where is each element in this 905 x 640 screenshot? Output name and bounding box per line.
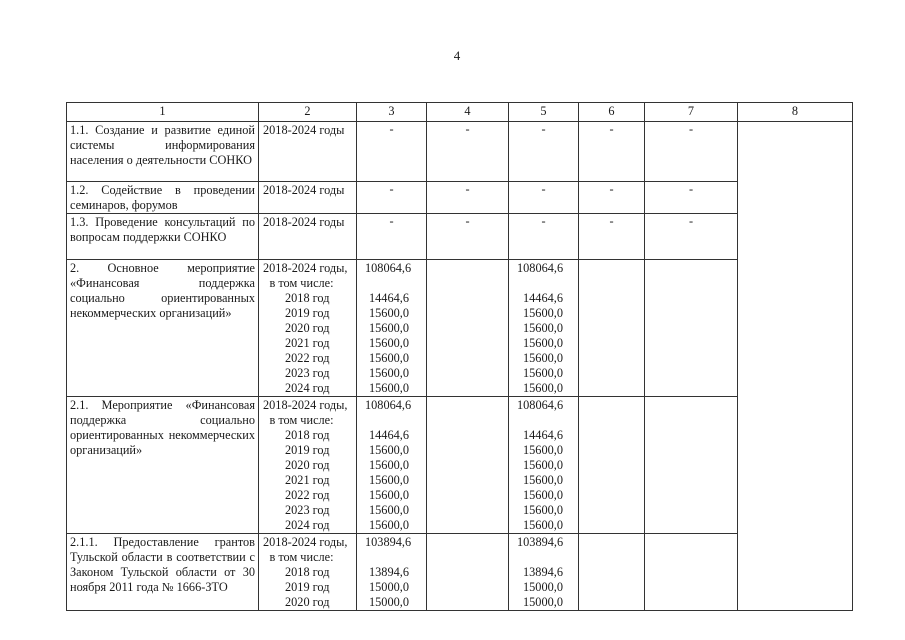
value-cell-7 — [645, 397, 738, 534]
table-row — [67, 182, 853, 214]
period-line: 2024 год — [285, 381, 330, 395]
value-cell-6 — [579, 182, 645, 214]
amount: 103894,6 — [517, 535, 564, 549]
dash: - — [688, 214, 694, 228]
period-line: 2020 год — [285, 321, 330, 335]
period-line: в том числе: — [269, 276, 334, 290]
amount: 108064,6 — [365, 261, 412, 275]
value-cell-5 — [509, 122, 579, 182]
period-line: 2022 год — [285, 488, 330, 502]
value-cell-4 — [427, 122, 509, 182]
dash: - — [465, 214, 470, 228]
value-cell-6 — [579, 260, 645, 397]
period-line: 2023 год — [285, 503, 330, 517]
dash: - — [389, 182, 394, 196]
amount: 15600,0 — [369, 503, 409, 517]
dash: - — [688, 122, 694, 136]
period-line: 2024 год — [285, 518, 330, 532]
amount: 15600,0 — [523, 488, 563, 502]
value-cell-4 — [427, 182, 509, 214]
amount: 108064,6 — [365, 398, 412, 412]
budget-table — [66, 102, 853, 611]
period-line: 2023 год — [285, 366, 330, 380]
value-cell-8 — [738, 122, 853, 611]
column-header-6: 6 — [579, 103, 645, 122]
dash: - — [465, 182, 470, 196]
value-cell-4 — [427, 214, 509, 260]
amount: 14464,6 — [369, 291, 409, 305]
value-cell-7 — [645, 122, 738, 182]
value-cell-3 — [357, 214, 427, 260]
amount: 15600,0 — [369, 488, 409, 502]
amount: 15600,0 — [369, 443, 409, 457]
amount: 15600,0 — [523, 336, 563, 350]
amount: 14464,6 — [523, 428, 563, 442]
activity-name: 2.1.1. Предоставление грантов Тульской области в соответствии с Законом Тульской области от 30 ноября 2011 года № 1666-ЗТО — [67, 534, 259, 611]
amount: 15600,0 — [523, 366, 563, 380]
value-cell-6 — [579, 122, 645, 182]
amount: 15600,0 — [369, 458, 409, 472]
value-cell-5 — [509, 534, 579, 611]
period-line: в том числе: — [269, 413, 334, 427]
period-cell — [259, 182, 357, 214]
dash: - — [389, 122, 394, 136]
value-cell-3 — [357, 182, 427, 214]
column-header-4: 4 — [427, 103, 509, 122]
amount: 13894,6 — [369, 565, 409, 579]
page-number: 4 — [453, 48, 461, 63]
period-line: 2019 год — [285, 580, 330, 594]
amount: 15600,0 — [369, 336, 409, 350]
amount: 15600,0 — [523, 443, 563, 457]
header-row — [67, 103, 853, 122]
amount: 15000,0 — [523, 580, 563, 594]
table-row — [67, 534, 853, 611]
period-line: 2018-2024 годы — [263, 123, 345, 137]
period-line: 2018-2024 годы — [263, 183, 345, 197]
amount: 13894,6 — [523, 565, 563, 579]
amount: 15600,0 — [369, 473, 409, 487]
amount: 15600,0 — [369, 321, 409, 335]
period-line: 2021 год — [285, 336, 330, 350]
activity-name: 1.1. Создание и развитие единой системы информирования населения о деятельности СОНКО — [67, 122, 259, 182]
value-cell-3 — [357, 534, 427, 611]
amount: 15600,0 — [523, 518, 563, 532]
period-line: 2020 год — [285, 458, 330, 472]
value-cell-5 — [509, 214, 579, 260]
column-header-1: 1 — [67, 103, 259, 122]
amount: 15000,0 — [369, 595, 409, 609]
amount: 15600,0 — [523, 321, 563, 335]
column-header-8: 8 — [738, 103, 853, 122]
value-cell-6 — [579, 397, 645, 534]
amount: 15600,0 — [523, 381, 563, 395]
value-cell-6 — [579, 214, 645, 260]
value-cell-3 — [357, 397, 427, 534]
dash: - — [688, 182, 694, 196]
amount: 15000,0 — [523, 595, 563, 609]
dash: - — [541, 122, 546, 136]
amount: 15600,0 — [369, 351, 409, 365]
amount: 14464,6 — [369, 428, 409, 442]
value-cell-3 — [357, 122, 427, 182]
amount: 15600,0 — [369, 306, 409, 320]
activity-name: 1.3. Проведение консультаций по вопросам поддержки СОНКО — [67, 214, 259, 260]
amount: 108064,6 — [517, 398, 564, 412]
period-line: 2021 год — [285, 473, 330, 487]
period-cell — [259, 534, 357, 611]
column-header-3: 3 — [357, 103, 427, 122]
column-header-5: 5 — [509, 103, 579, 122]
period-line: 2019 год — [285, 306, 330, 320]
amount: 15600,0 — [369, 366, 409, 380]
period-line: 2018 год — [285, 291, 330, 305]
amount: 15600,0 — [523, 503, 563, 517]
value-cell-7 — [645, 534, 738, 611]
value-cell-6 — [579, 534, 645, 611]
value-cell-7 — [645, 182, 738, 214]
dash: - — [465, 122, 470, 136]
period-cell — [259, 214, 357, 260]
period-cell — [259, 397, 357, 534]
amount: 15600,0 — [523, 458, 563, 472]
period-line: 2018-2024 годы, — [263, 535, 348, 549]
value-cell-5 — [509, 397, 579, 534]
value-cell-4 — [427, 534, 509, 611]
dash: - — [609, 214, 614, 228]
amount: 15600,0 — [523, 351, 563, 365]
period-cell — [259, 260, 357, 397]
value-cell-5 — [509, 182, 579, 214]
amount: 15600,0 — [369, 381, 409, 395]
dash: - — [541, 214, 546, 228]
value-cell-4 — [427, 397, 509, 534]
table-row — [67, 122, 853, 182]
dash: - — [541, 182, 546, 196]
value-cell-4 — [427, 260, 509, 397]
amount: 103894,6 — [365, 535, 412, 549]
period-line: 2018-2024 годы, — [263, 398, 348, 412]
table-row — [67, 397, 853, 534]
dash: - — [609, 182, 614, 196]
column-header-7: 7 — [645, 103, 738, 122]
period-line: 2018-2024 годы, — [263, 261, 348, 275]
period-cell — [259, 122, 357, 182]
table-row — [67, 214, 853, 260]
dash: - — [609, 122, 614, 136]
value-cell-5 — [509, 260, 579, 397]
period-line: 2018 год — [285, 565, 330, 579]
amount: 14464,6 — [523, 291, 563, 305]
activity-name: 2. Основное мероприятие «Финансовая поддержка социально ориентированных некоммерческих организаций» — [67, 260, 259, 397]
amount: 15600,0 — [523, 473, 563, 487]
value-cell-7 — [645, 260, 738, 397]
period-line: 2022 год — [285, 351, 330, 365]
value-cell-7 — [645, 214, 738, 260]
amount: 15600,0 — [523, 306, 563, 320]
period-line: 2019 год — [285, 443, 330, 457]
table-row — [67, 260, 853, 397]
period-line: 2018-2024 годы — [263, 215, 345, 229]
value-cell-3 — [357, 260, 427, 397]
amount: 15000,0 — [369, 580, 409, 594]
period-line: в том числе: — [269, 550, 334, 564]
column-header-2: 2 — [259, 103, 357, 122]
amount: 108064,6 — [517, 261, 564, 275]
period-line: 2018 год — [285, 428, 330, 442]
amount: 15600,0 — [369, 518, 409, 532]
activity-name: 1.2. Содействие в проведении семинаров, форумов — [67, 182, 259, 214]
activity-name: 2.1. Мероприятие «Финансовая поддержка социально ориентированных некоммерческих организаций» — [67, 397, 259, 534]
dash: - — [389, 214, 394, 228]
period-line: 2020 год — [285, 595, 330, 609]
